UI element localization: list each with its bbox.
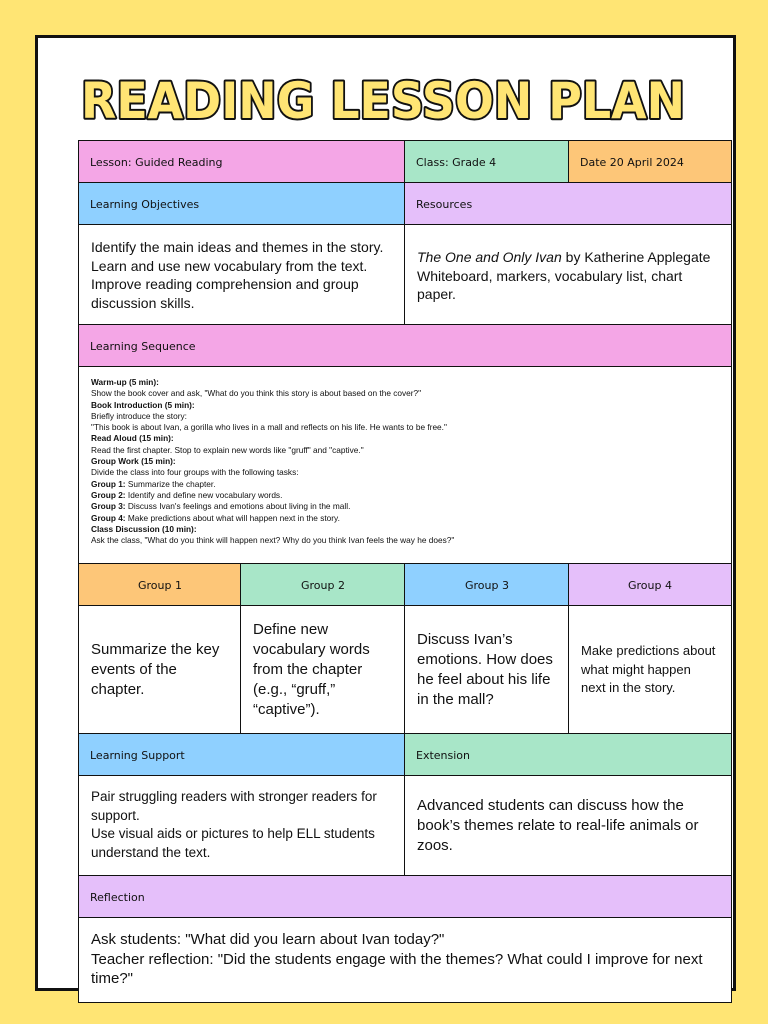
sequence-line: Ask the class, "What do you think will happen next? Why do you think Ivan feels the way he does?" bbox=[91, 535, 455, 546]
sequence-line: Class Discussion (10 min): bbox=[91, 523, 197, 534]
reflection-heading: Reflection bbox=[78, 875, 732, 919]
sequence-heading: Learning Sequence bbox=[78, 324, 732, 368]
support-list bbox=[78, 775, 406, 877]
sequence-line: Read the first chapter. Stop to explain new words like "gruff" and "captive." bbox=[91, 444, 364, 455]
sequence-line: Group Work (15 min): bbox=[91, 456, 176, 467]
group-2-heading: Group 2 bbox=[240, 563, 406, 607]
sequence-line: Group 3: Discuss Ivan's feelings and emotions about living in the mall. bbox=[91, 501, 351, 512]
sequence-line: Briefly introduce the story: bbox=[91, 410, 187, 421]
support-item: Pair struggling readers with stronger readers for support. bbox=[91, 789, 377, 823]
sequence-line: Divide the class into four groups with the following tasks: bbox=[91, 467, 299, 478]
reflection-item: Teacher reflection: "Did the students engage with the themes? What could I improve for next time?" bbox=[91, 950, 703, 987]
group-4-task: Make predictions about what might happen next in the story. bbox=[568, 605, 732, 735]
sequence-line: Read Aloud (15 min): bbox=[91, 433, 174, 444]
reflection-text bbox=[78, 917, 732, 1003]
group-4-heading: Group 4 bbox=[568, 563, 732, 607]
sequence-line: Show the book cover and ask, "What do you think this story is about based on the cover?" bbox=[91, 388, 422, 399]
extension-heading: Extension bbox=[404, 733, 732, 777]
objective-item: Learn and use new vocabulary from the text. bbox=[91, 257, 368, 274]
support-heading: Learning Support bbox=[78, 733, 406, 777]
support-item: Use visual aids or pictures to help ELL students understand the text. bbox=[91, 826, 375, 860]
svg-text:READING LESSON PLAN: READING LESSON PLAN bbox=[81, 72, 685, 130]
objectives-heading: Learning Objectives bbox=[78, 182, 406, 226]
class-grade: Class: Grade 4 bbox=[404, 140, 570, 184]
resources-list bbox=[404, 224, 732, 326]
reflection-item: Ask students: "What did you learn about Ivan today?" bbox=[91, 931, 445, 948]
resources-heading: Resources bbox=[404, 182, 732, 226]
group-2-task: Define new vocabulary words from the chapter (e.g., “gruff,” “captive”). bbox=[240, 605, 406, 735]
sequence-line: Group 1: Summarize the chapter. bbox=[91, 478, 216, 489]
sequence-details bbox=[78, 366, 732, 565]
materials-list: Whiteboard, markers, vocabulary list, chart paper. bbox=[417, 267, 683, 302]
sequence-line: Book Introduction (5 min): bbox=[91, 399, 195, 410]
group-1-heading: Group 1 bbox=[78, 563, 242, 607]
objective-item: Identify the main ideas and themes in the story. bbox=[91, 239, 384, 255]
lesson-date: Date 20 April 2024 bbox=[568, 140, 732, 184]
book-author: by Katherine Applegate bbox=[561, 249, 711, 265]
objectives-list bbox=[78, 224, 406, 326]
book-reference bbox=[417, 248, 719, 267]
sequence-line: Group 2: Identify and define new vocabulary words. bbox=[91, 489, 283, 500]
lesson-name: Lesson: Guided Reading bbox=[78, 140, 406, 184]
group-3-task: Discuss Ivan’s emotions. How does he feel about his life in the mall? bbox=[404, 605, 570, 735]
group-3-heading: Group 3 bbox=[404, 563, 570, 607]
sequence-line: Warm-up (5 min): bbox=[91, 377, 159, 387]
sequence-line: "This book is about Ivan, a gorilla who lives in a mall and reflects on his life. He wants to be free." bbox=[91, 422, 447, 433]
extension-text: Advanced students can discuss how the book’s themes relate to real-life animals or zoos. bbox=[404, 775, 732, 877]
objective-item: Improve reading comprehension and group discussion skills. bbox=[91, 276, 359, 311]
group-1-task: Summarize the key events of the chapter. bbox=[78, 605, 242, 735]
book-title: The One and Only Ivan bbox=[417, 249, 562, 265]
page-title bbox=[78, 70, 688, 130]
sequence-line: Group 4: Make predictions about what will happen next in the story. bbox=[91, 512, 340, 523]
